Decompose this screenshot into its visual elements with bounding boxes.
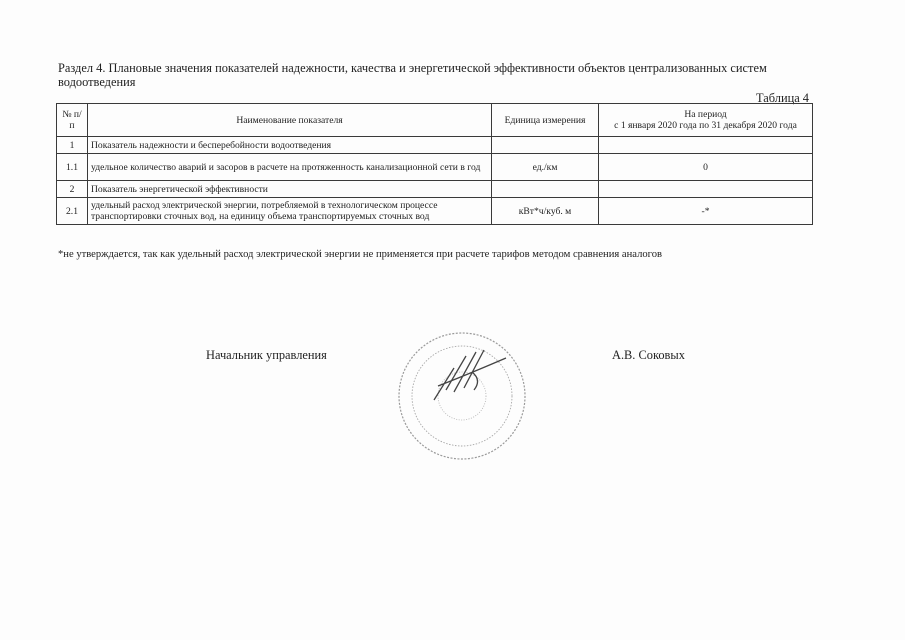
row-unit: ед./км (492, 154, 599, 181)
row-num: 1 (57, 137, 88, 154)
table-caption: Таблица 4 (756, 91, 809, 105)
row-value (599, 181, 813, 198)
row-name: удельный расход электрической энергии, потребляемой в технологическом процессе транспортировки сточных вод, на единицу объема транспортируемых сточных вод (88, 198, 492, 225)
signature-scribble-icon (434, 350, 506, 400)
header-period-line1: На период (684, 109, 727, 120)
row-num: 2.1 (57, 198, 88, 225)
row-unit: кВт*ч/куб. м (492, 198, 599, 225)
signatory-position: Начальник управления (206, 348, 327, 362)
header-name: Наименование показателя (88, 104, 492, 137)
table-row (57, 137, 813, 154)
section-title: Раздел 4. Плановые значения показателей надежности, качества и энергетической эффективности объектов централизованных систем водоотведения (58, 61, 767, 89)
row-num: 2 (57, 181, 88, 198)
table-row (57, 198, 813, 225)
signatory-name: А.В. Соковых (612, 348, 685, 362)
table-row (57, 154, 813, 181)
row-unit (492, 181, 599, 198)
header-period-line2: с 1 января 2020 года по 31 декабря 2020 года (614, 120, 797, 131)
footnote: *не утверждается, так как удельный расход электрической энергии не применяется при расчете тарифов методом сравнения аналогов (58, 249, 663, 260)
header-num: № п/п (57, 104, 88, 137)
row-value: 0 (599, 154, 813, 181)
row-name: Показатель энергетической эффективности (88, 181, 492, 198)
row-value: -* (599, 198, 813, 225)
row-value (599, 137, 813, 154)
header-period (599, 104, 813, 137)
table-row (57, 181, 813, 198)
row-unit (492, 137, 599, 154)
table-header-row (57, 104, 813, 137)
official-stamp-icon (394, 328, 530, 464)
row-name: Показатель надежности и бесперебойности водоотведения (88, 137, 492, 154)
indicators-table (56, 103, 813, 225)
row-name: удельное количество аварий и засоров в расчете на протяженность канализационной сети в год (88, 154, 492, 181)
header-unit: Единица измерения (492, 104, 599, 137)
row-num: 1.1 (57, 154, 88, 181)
